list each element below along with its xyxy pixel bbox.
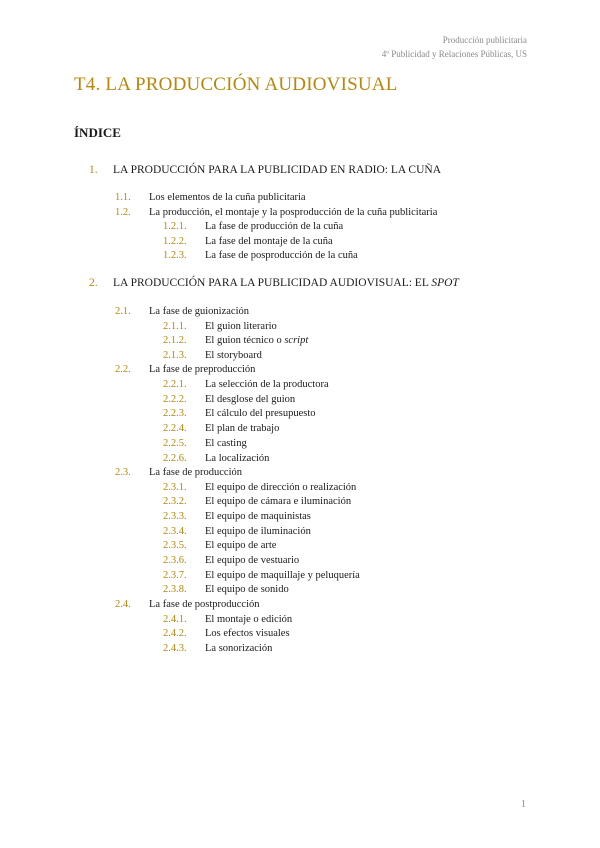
toc-number: 2.3.5.: [163, 540, 187, 551]
toc-label: La fase del montaje de la cuña: [205, 236, 333, 247]
toc-number: 2.3.7.: [163, 570, 187, 581]
header-degree: 4º Publicidad y Relaciones Públicas, US: [381, 49, 527, 59]
toc-number: 2.2.4.: [163, 423, 187, 434]
toc-number: 1.: [89, 164, 98, 176]
toc-number: 2.: [89, 277, 98, 289]
toc-label: [205, 335, 308, 346]
toc-label: La fase de postproducción: [149, 599, 260, 610]
toc-label: El guion literario: [205, 321, 277, 332]
toc-number: 2.1.2.: [163, 335, 187, 346]
toc-number: 1.2.2.: [163, 236, 187, 247]
toc-number: 2.2.6.: [163, 453, 187, 464]
toc-label: La sonorización: [205, 643, 273, 654]
toc-label: El equipo de sonido: [205, 584, 289, 595]
page-title: T4. LA PRODUCCIÓN AUDIOVISUAL: [74, 74, 398, 95]
toc-label: El equipo de vestuario: [205, 555, 300, 566]
toc-number: 2.2.1.: [163, 379, 187, 390]
toc-number: 1.2.1.: [163, 221, 187, 232]
toc-label: El equipo de cámara e iluminación: [205, 496, 352, 507]
toc-number: 2.3.2.: [163, 496, 187, 507]
toc-number: 2.3.8.: [163, 584, 187, 595]
toc-number: 2.1.3.: [163, 350, 187, 361]
toc-label: La fase de preproducción: [149, 364, 256, 375]
toc-label: El storyboard: [205, 350, 262, 361]
toc-label: LA PRODUCCIÓN PARA LA PUBLICIDAD EN RADIO: LA CUÑA: [113, 164, 441, 176]
toc-label: El equipo de arte: [205, 540, 277, 551]
toc-number: 2.3.4.: [163, 526, 187, 537]
toc-label: El equipo de iluminación: [205, 526, 311, 537]
toc-number: 2.1.1.: [163, 321, 187, 332]
page-number: 1: [521, 799, 526, 810]
toc-number: 1.2.: [115, 207, 131, 218]
toc-number: 2.3.: [115, 467, 131, 478]
toc-label: El plan de trabajo: [205, 423, 280, 434]
toc-label: Los efectos visuales: [205, 628, 290, 639]
toc-label-emphasis: SPOT: [431, 277, 459, 289]
toc-label: El equipo de maquinistas: [205, 511, 311, 522]
toc-label: El equipo de maquillaje y peluquería: [205, 570, 360, 581]
toc-label: El equipo de dirección o realización: [205, 482, 357, 493]
toc-label: La selección de la productora: [205, 379, 329, 390]
toc-label: La localización: [205, 453, 270, 464]
toc-number: 2.4.: [115, 599, 131, 610]
toc-number: 2.3.3.: [163, 511, 187, 522]
toc-number: 2.2.5.: [163, 438, 187, 449]
toc-number: 2.4.1.: [163, 614, 187, 625]
toc-label: La producción, el montaje y la posproducción de la cuña publicitaria: [149, 207, 438, 218]
toc-label: El montaje o edición: [205, 614, 293, 625]
toc-number: 2.2.2.: [163, 394, 187, 405]
toc-label: La fase de producción: [149, 467, 242, 478]
toc-number: 2.3.6.: [163, 555, 187, 566]
toc-label: El cálculo del presupuesto: [205, 408, 316, 419]
toc-number: 2.2.: [115, 364, 131, 375]
toc-label-text: El guion técnico o: [205, 335, 285, 346]
toc-label: El desglose del guion: [205, 394, 296, 405]
toc-number: 2.4.3.: [163, 643, 187, 654]
toc-label-emphasis: script: [284, 335, 309, 346]
toc-number: 1.2.3.: [163, 250, 187, 261]
toc-label: El casting: [205, 438, 247, 449]
toc-number: 2.1.: [115, 306, 131, 317]
toc-number: 1.1.: [115, 192, 131, 203]
running-header: [382, 33, 527, 61]
toc-label: [113, 277, 459, 289]
header-course: Producción publicitaria: [442, 35, 527, 45]
toc-label: La fase de guionización: [149, 306, 249, 317]
toc-label-text: LA PRODUCCIÓN PARA LA PUBLICIDAD AUDIOVISUAL: EL: [113, 277, 432, 289]
toc-number: 2.2.3.: [163, 408, 187, 419]
toc-label: La fase de producción de la cuña: [205, 221, 344, 232]
toc-label: Los elementos de la cuña publicitaria: [149, 192, 306, 203]
toc-number: 2.3.1.: [163, 482, 187, 493]
toc-number: 2.4.2.: [163, 628, 187, 639]
index-heading: ÍNDICE: [74, 125, 121, 140]
toc-label: La fase de posproducción de la cuña: [205, 250, 358, 261]
